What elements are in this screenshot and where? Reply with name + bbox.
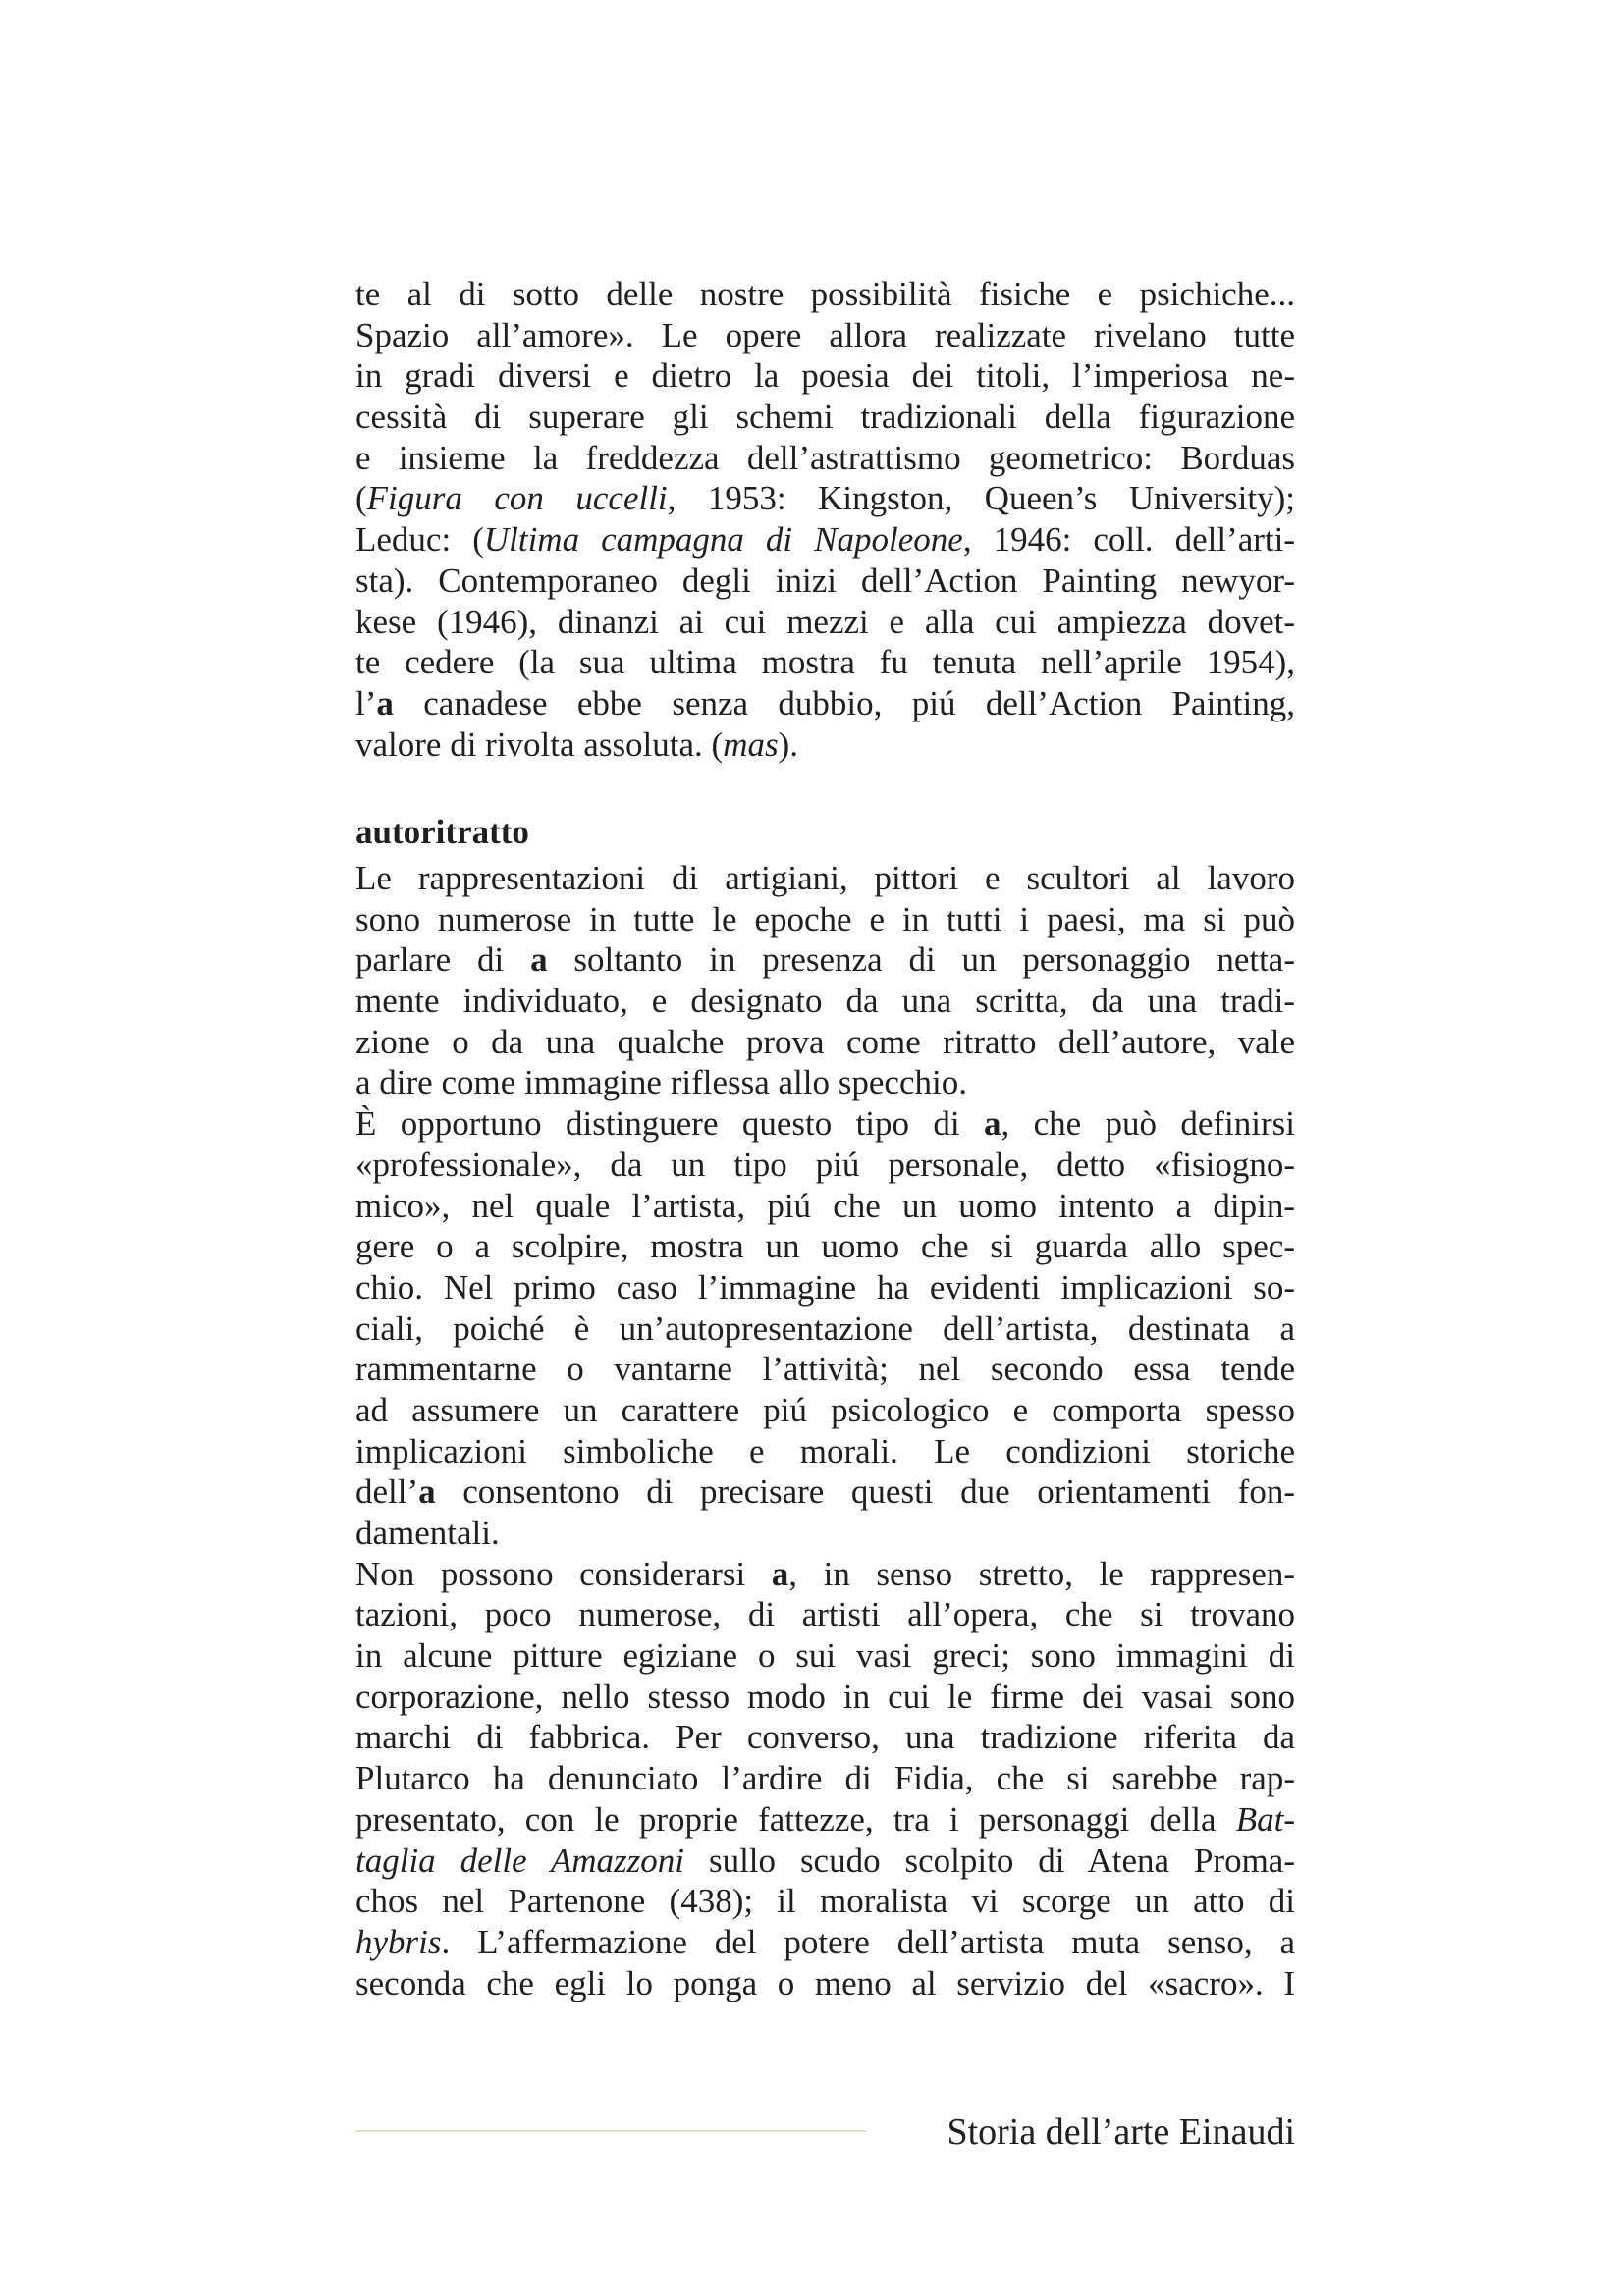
body-text-continuation [355,274,1295,765]
text-line: chos nel Partenone (438); il moralista vi scorge un atto di [355,1882,1295,1921]
text-line: implicazioni simboliche e morali. Le condizioni storiche [355,1431,1295,1470]
text-line: e insieme la freddezza dell’astrattismo geometrico: Borduas [355,438,1295,477]
text-line: È opportuno distinguere questo tipo di a, che può definirsi [355,1104,1295,1144]
text-line: in alcune pitture egiziane o sui vasi greci; sono immagini di [355,1636,1295,1676]
text-line: seconda che egli lo ponga o meno al servizio del «sacro». I [355,1963,1295,2002]
text-line: «professionale», da un tipo piú personale, detto «fisiogno- [355,1145,1295,1184]
text-line: corporazione, nello stesso modo in cui le firme dei vasai sono [355,1677,1295,1716]
text-line: marchi di fabbrica. Per converso, una tradizione riferita da [355,1718,1295,1757]
text-line: ciali, poiché è un’autopresentazione dell’artista, destinata a [355,1308,1295,1348]
text-line: sta). Contemporaneo degli inizi dell’Action Painting newyor- [355,561,1295,600]
text-line: ad assumere un carattere piú psicologico e comporta spesso [355,1390,1295,1429]
text-line: in gradi diversi e dietro la poesia dei titoli, l’imperiosa ne- [355,356,1295,396]
text-line: te cedere (la sua ultima mostra fu tenuta nell’aprile 1954), [355,643,1295,682]
text-line: tazioni, poco numerose, di artisti all’opera, che si trovano [355,1595,1295,1634]
text-line: Leduc: (Ultima campagna di Napoleone, 1946: coll. dell’arti- [355,520,1296,560]
text-line: rammentarne o vantarne l’attività; nel secondo essa tende [355,1350,1295,1389]
text-line: zione o da una qualche prova come ritratto dell’autore, vale [355,1022,1295,1061]
footer-title: Storia dell’arte Einaudi [947,2111,1295,2153]
footer-divider [355,2130,866,2132]
text-line: Plutarco ha denunciato l’ardire di Fidia, che si sarebbe rap- [355,1759,1295,1798]
text-line: damentali. [355,1514,500,1552]
text-line: te al di sotto delle nostre possibilità fisiche e psichiche... [355,275,1295,313]
text-line: parlare di a soltanto in presenza di un personaggio netta- [355,940,1295,980]
entry-heading: autoritratto [355,813,529,851]
text-line: presentato, con le proprie fattezze, tra i personaggi della Bat- [355,1799,1295,1839]
text-line: Spazio all’amore». Le opere allora realizzate rivelano tutte [355,315,1295,354]
text-line: hybris. L’affermazione del potere dell’artista muta senso, a [355,1922,1295,1961]
text-line: l’a canadese ebbe senza dubbio, piú dell’Action Painting, [355,683,1295,722]
text-line: cessità di superare gli schemi tradizionali della figurazione [355,398,1295,437]
text-line: mente individuato, e designato da una scritta, da una tradi- [355,982,1295,1021]
text-line: Le rappresentazioni di artigiani, pittori e scultori al lavoro [355,859,1295,897]
text-line: taglia delle Amazzoni sullo scudo scolpito di Atena Proma- [355,1841,1295,1880]
entry-body-text [355,858,1295,2003]
text-line: dell’a consentono di precisare questi due orientamenti fon- [355,1472,1295,1512]
text-line: valore di rivolta assoluta. (mas). [355,724,799,764]
text-line: mico», nel quale l’artista, piú che un uomo intento a dipin- [355,1186,1295,1225]
text-line: chio. Nel primo caso l’immagine ha evidenti implicazioni so- [355,1267,1295,1307]
text-line: gere o a scolpire, mostra un uomo che si guarda allo spec- [355,1227,1295,1266]
text-line: (Figura con uccelli, 1953: Kingston, Queen’s University); [355,479,1295,518]
text-line: sono numerose in tutte le epoche e in tutti i paesi, ma si può [355,899,1295,938]
text-line: kese (1946), dinanzi ai cui mezzi e alla cui ampiezza dovet- [355,602,1295,641]
text-line: Non possono considerarsi a, in senso stretto, le rappresen- [355,1554,1296,1593]
text-line: a dire come immagine riflessa allo specchio. [355,1063,967,1102]
